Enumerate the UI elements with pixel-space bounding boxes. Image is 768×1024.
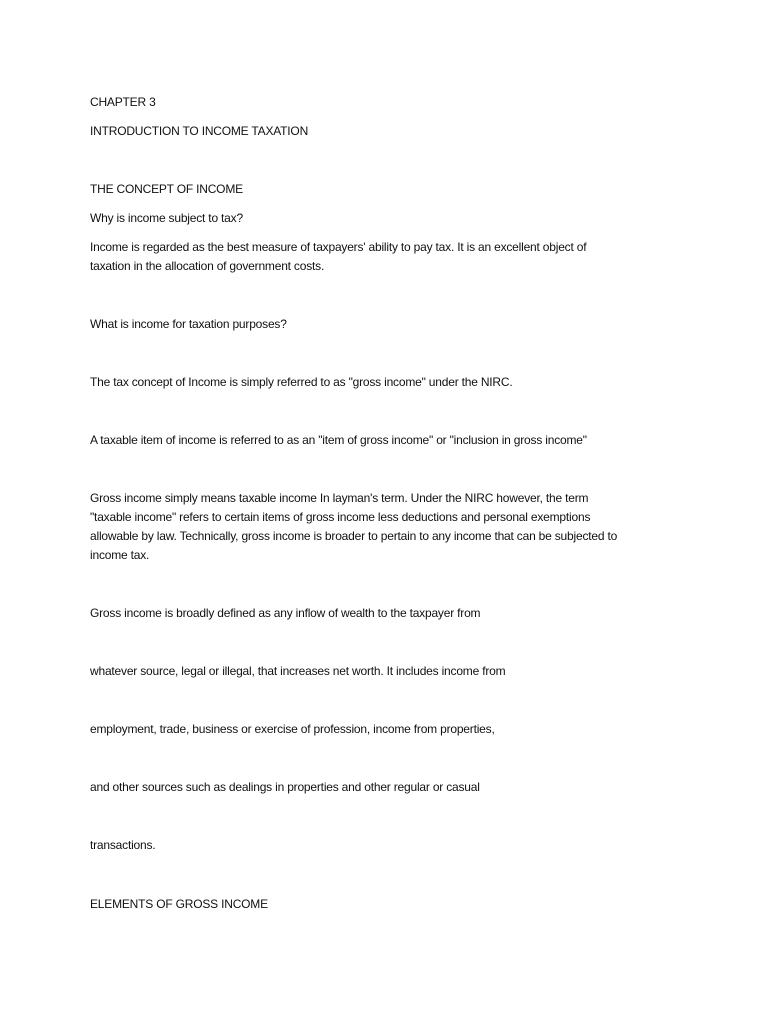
paragraph-tax-concept: The tax concept of Income is simply referred to as "gross income" under the NIRC. [90, 375, 513, 389]
definition-line-4: and other sources such as dealings in properties and other regular or casual [90, 780, 480, 794]
definition-line-5: transactions. [90, 838, 156, 852]
paragraph-taxable-item: A taxable item of income is referred to as an "item of gross income" or "inclusion in gross income" [90, 433, 587, 447]
paragraph-line: Income is regarded as the best measure of taxpayers' ability to pay tax. It is an excellent object of [90, 240, 587, 254]
chapter-title: INTRODUCTION TO INCOME TAXATION [90, 124, 309, 138]
paragraph-line: "taxable income" refers to certain items of gross income less deductions and personal exemptions [90, 510, 591, 524]
paragraph-gross-income [90, 489, 680, 565]
paragraph-line: income tax. [90, 548, 150, 562]
section-heading-elements: ELEMENTS OF GROSS INCOME [90, 897, 268, 911]
section-heading-concept: THE CONCEPT OF INCOME [90, 182, 243, 196]
question-why-income-taxed: Why is income subject to tax? [90, 211, 243, 225]
question-income-for-taxation: What is income for taxation purposes? [90, 317, 287, 331]
chapter-number: CHAPTER 3 [90, 95, 156, 109]
definition-line-3: employment, trade, business or exercise of profession, income from properties, [90, 722, 495, 736]
paragraph-line: Gross income simply means taxable income In layman's term. Under the NIRC however, the term [90, 491, 589, 505]
paragraph-line: allowable by law. Technically, gross income is broader to pertain to any income that can be subjected to [90, 529, 618, 543]
answer-paragraph [90, 238, 680, 276]
definition-line-1: Gross income is broadly defined as any inflow of wealth to the taxpayer from [90, 606, 481, 620]
paragraph-line: taxation in the allocation of government costs. [90, 259, 325, 273]
definition-line-2: whatever source, legal or illegal, that increases net worth. It includes income from [90, 664, 506, 678]
